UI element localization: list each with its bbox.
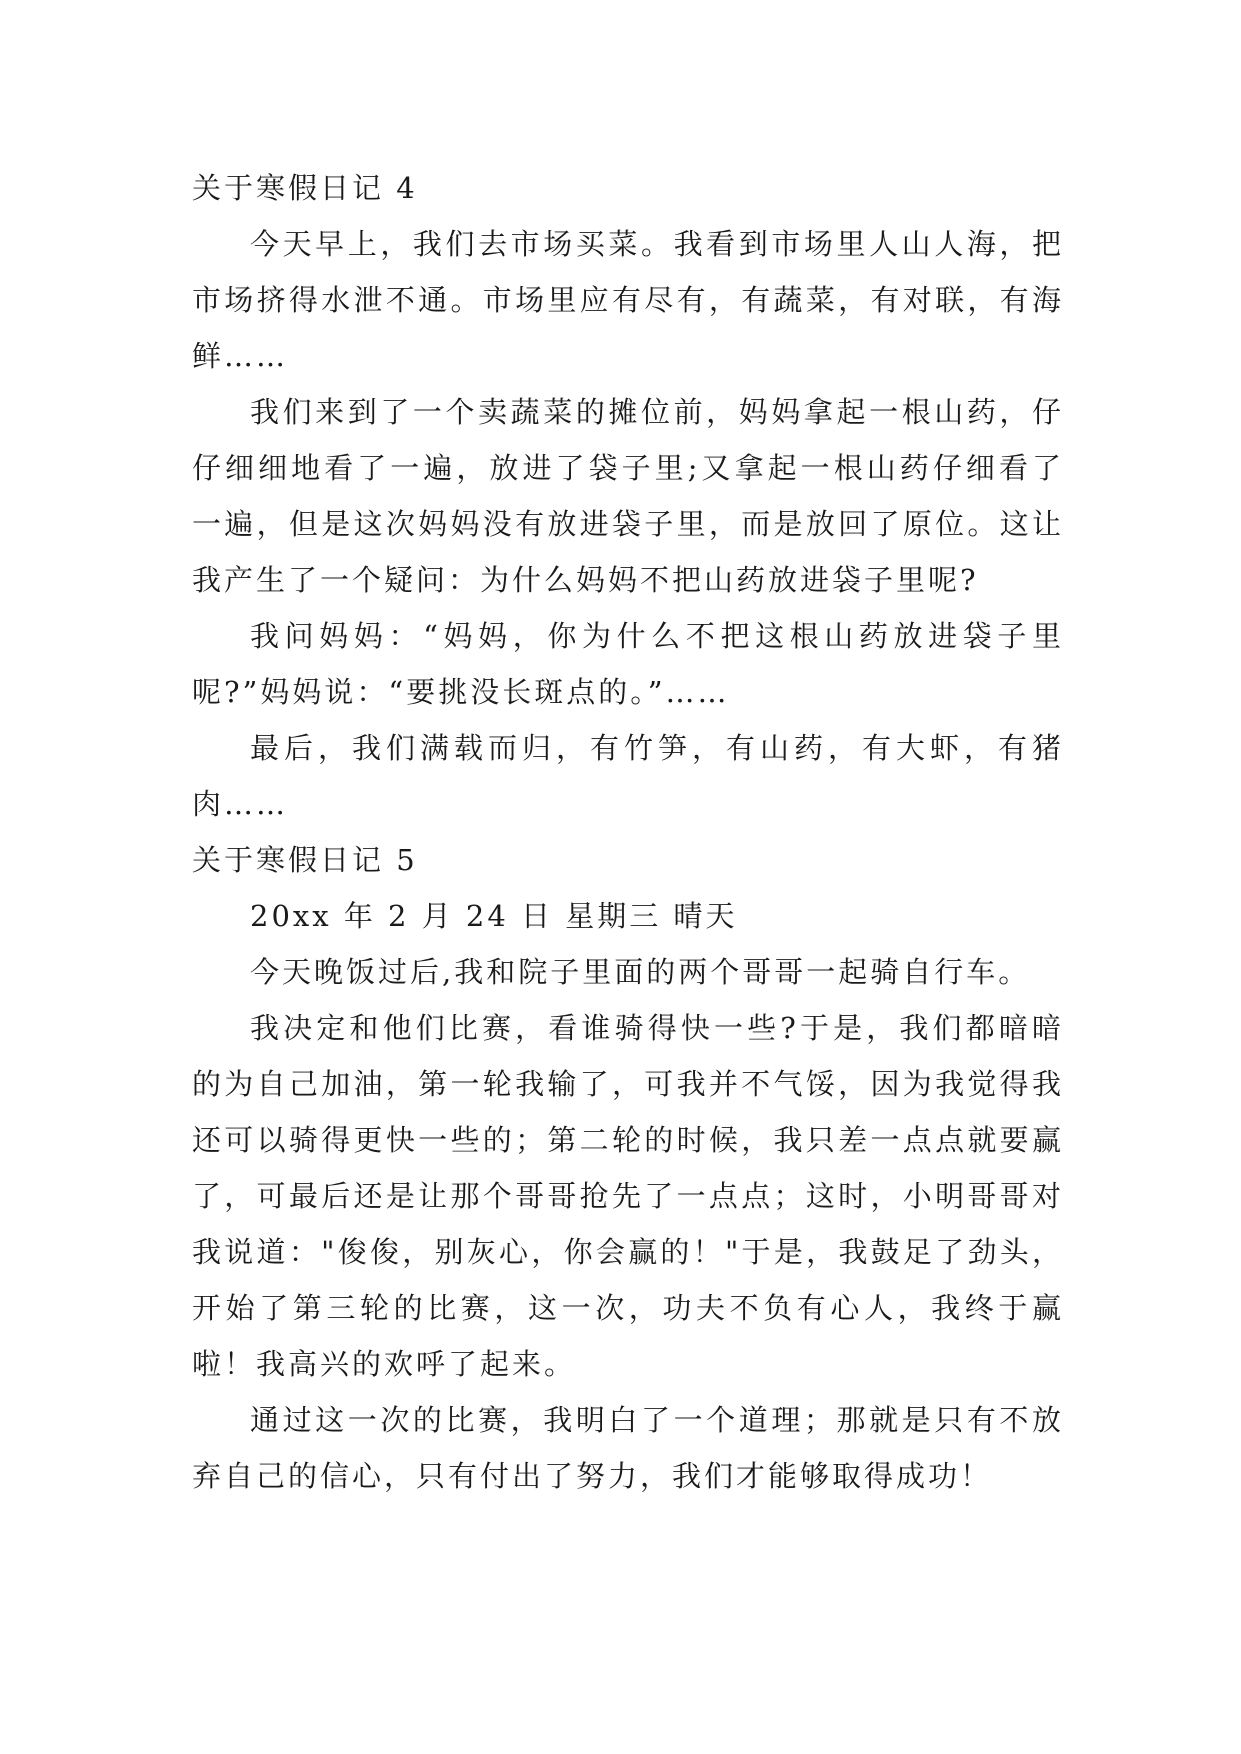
diary-5-title: 关于寒假日记 5 xyxy=(192,843,418,877)
diary-4-paragraph-2: 我们来到了一个卖蔬菜的摊位前，妈妈拿起一根山药，仔仔细细地看了一遍，放进了袋子里;又拿起一根山药仔细看了一遍，但是这次妈妈没有放进袋子里，而是放回了原位。这让我产生了一个疑问：为什么妈妈不把山药放进袋子里呢? xyxy=(192,395,1064,597)
diary-4-title: 关于寒假日记 4 xyxy=(192,171,418,205)
document-page xyxy=(192,160,1064,1504)
diary-4-paragraph-1: 今天早上，我们去市场买菜。我看到市场里人山人海，把市场挤得水泄不通。市场里应有尽有，有蔬菜，有对联，有海鲜…… xyxy=(192,227,1064,373)
diary-5-paragraph-1: 今天晚饭过后,我和院子里面的两个哥哥一起骑自行车。 xyxy=(250,955,1031,989)
diary-4-paragraph-4: 最后，我们满载而归，有竹笋，有山药，有大虾，有猪肉…… xyxy=(192,731,1064,821)
diary-4-paragraph-3: 我问妈妈：“妈妈，你为什么不把这根山药放进袋子里呢?”妈妈说：“要挑没长斑点的。”…… xyxy=(192,619,1064,709)
diary-5-date-line: 20xx 年 2 月 24 日 星期三 晴天 xyxy=(250,899,738,933)
diary-5-paragraph-3: 通过这一次的比赛，我明白了一个道理；那就是只有不放弃自己的信心，只有付出了努力，我们才能够取得成功！ xyxy=(192,1403,1064,1493)
diary-5-paragraph-2: 我决定和他们比赛，看谁骑得快一些?于是，我们都暗暗的为自己加油，第一轮我输了，可我并不气馁，因为我觉得我还可以骑得更快一些的；第二轮的时候，我只差一点点就要赢了，可最后还是让那个哥哥抢先了一点点；这时，小明哥哥对我说道："俊俊，别灰心，你会赢的！"于是，我鼓足了劲头，开始了第三轮的比赛，这一次，功夫不负有心人，我终于赢啦！我高兴的欢呼了起来。 xyxy=(192,1011,1064,1381)
diary-entry-5 xyxy=(192,832,1064,1504)
diary-entry-4 xyxy=(192,160,1064,832)
